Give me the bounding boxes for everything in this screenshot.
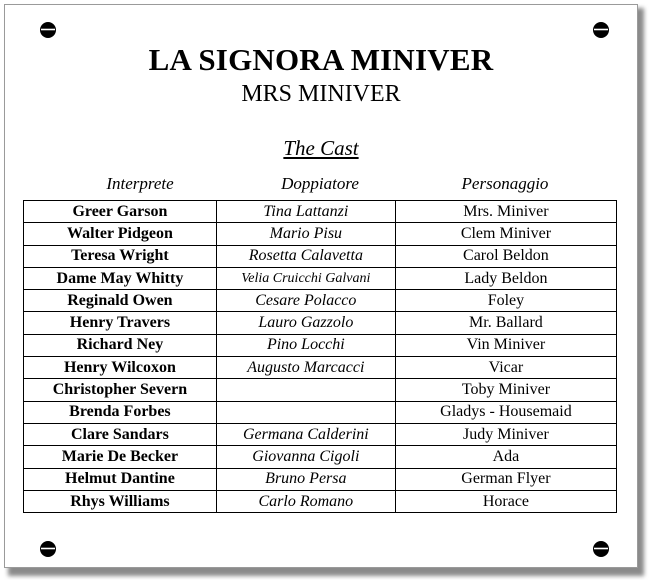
actor-cell: Brenda Forbes: [24, 401, 217, 423]
role-cell: Clem Miniver: [395, 223, 616, 245]
table-row: [24, 379, 617, 401]
dubber-cell: [216, 379, 395, 401]
role-cell: German Flyer: [395, 468, 616, 490]
screw-icon: [592, 21, 610, 39]
dubber-cell: Tina Lattanzi: [216, 201, 395, 223]
role-cell: Ada: [395, 446, 616, 468]
table-row: [24, 468, 617, 490]
column-header-actor: Interprete: [106, 174, 174, 193]
page-title: LA SIGNORA MINIVER: [148, 42, 494, 77]
actor-cell: Henry Wilcoxon: [24, 357, 217, 379]
table-row: [24, 312, 617, 334]
role-cell: Vicar: [395, 357, 616, 379]
actor-cell: Richard Ney: [24, 334, 217, 356]
table-row: [24, 334, 617, 356]
actor-cell: Dame May Whitty: [24, 267, 217, 289]
screw-icon: [592, 540, 610, 558]
role-cell: Toby Miniver: [395, 379, 616, 401]
role-cell: Judy Miniver: [395, 423, 616, 445]
table-row: [24, 245, 617, 267]
dubber-cell: Germana Calderini: [216, 423, 395, 445]
actor-cell: Reginald Owen: [24, 290, 217, 312]
actor-cell: Teresa Wright: [24, 245, 217, 267]
dubber-cell: Bruno Persa: [216, 468, 395, 490]
actor-cell: Rhys Williams: [24, 490, 217, 512]
actor-cell: Christopher Severn: [24, 379, 217, 401]
column-headers: [5, 174, 637, 196]
role-cell: Foley: [395, 290, 616, 312]
actor-cell: Clare Sandars: [24, 423, 217, 445]
dubber-cell: Pino Locchi: [216, 334, 395, 356]
table-row: [24, 201, 617, 223]
role-cell: Lady Beldon: [395, 267, 616, 289]
dubber-cell: Carlo Romano: [216, 490, 395, 512]
dubber-cell: Cesare Polacco: [216, 290, 395, 312]
cast-table: [23, 200, 617, 513]
plaque: [4, 4, 638, 568]
column-header-dubber: Doppiatore: [281, 174, 359, 193]
actor-cell: Marie De Becker: [24, 446, 217, 468]
role-cell: Mr. Ballard: [395, 312, 616, 334]
dubber-cell: Mario Pisu: [216, 223, 395, 245]
table-row: [24, 446, 617, 468]
actor-cell: Walter Pidgeon: [24, 223, 217, 245]
dubber-cell: Velia Cruicchi Galvani: [216, 267, 395, 289]
role-cell: Vin Miniver: [395, 334, 616, 356]
role-cell: Gladys - Housemaid: [395, 401, 616, 423]
dubber-cell: Rosetta Calavetta: [216, 245, 395, 267]
page-subtitle: MRS MINIVER: [241, 81, 401, 107]
table-row: [24, 223, 617, 245]
table-row: [24, 357, 617, 379]
role-cell: Horace: [395, 490, 616, 512]
role-cell: Mrs. Miniver: [395, 201, 616, 223]
screw-icon: [39, 540, 57, 558]
dubber-cell: Lauro Gazzolo: [216, 312, 395, 334]
table-row: [24, 490, 617, 512]
actor-cell: Henry Travers: [24, 312, 217, 334]
table-row: [24, 267, 617, 289]
actor-cell: Helmut Dantine: [24, 468, 217, 490]
dubber-cell: Augusto Marcacci: [216, 357, 395, 379]
screw-icon: [39, 21, 57, 39]
dubber-cell: Giovanna Cigoli: [216, 446, 395, 468]
table-row: [24, 423, 617, 445]
column-header-role: Personaggio: [461, 174, 549, 193]
actor-cell: Greer Garson: [24, 201, 217, 223]
role-cell: Carol Beldon: [395, 245, 616, 267]
dubber-cell: [216, 401, 395, 423]
table-row: [24, 290, 617, 312]
table-row: [24, 401, 617, 423]
cast-heading: The Cast: [283, 136, 359, 160]
